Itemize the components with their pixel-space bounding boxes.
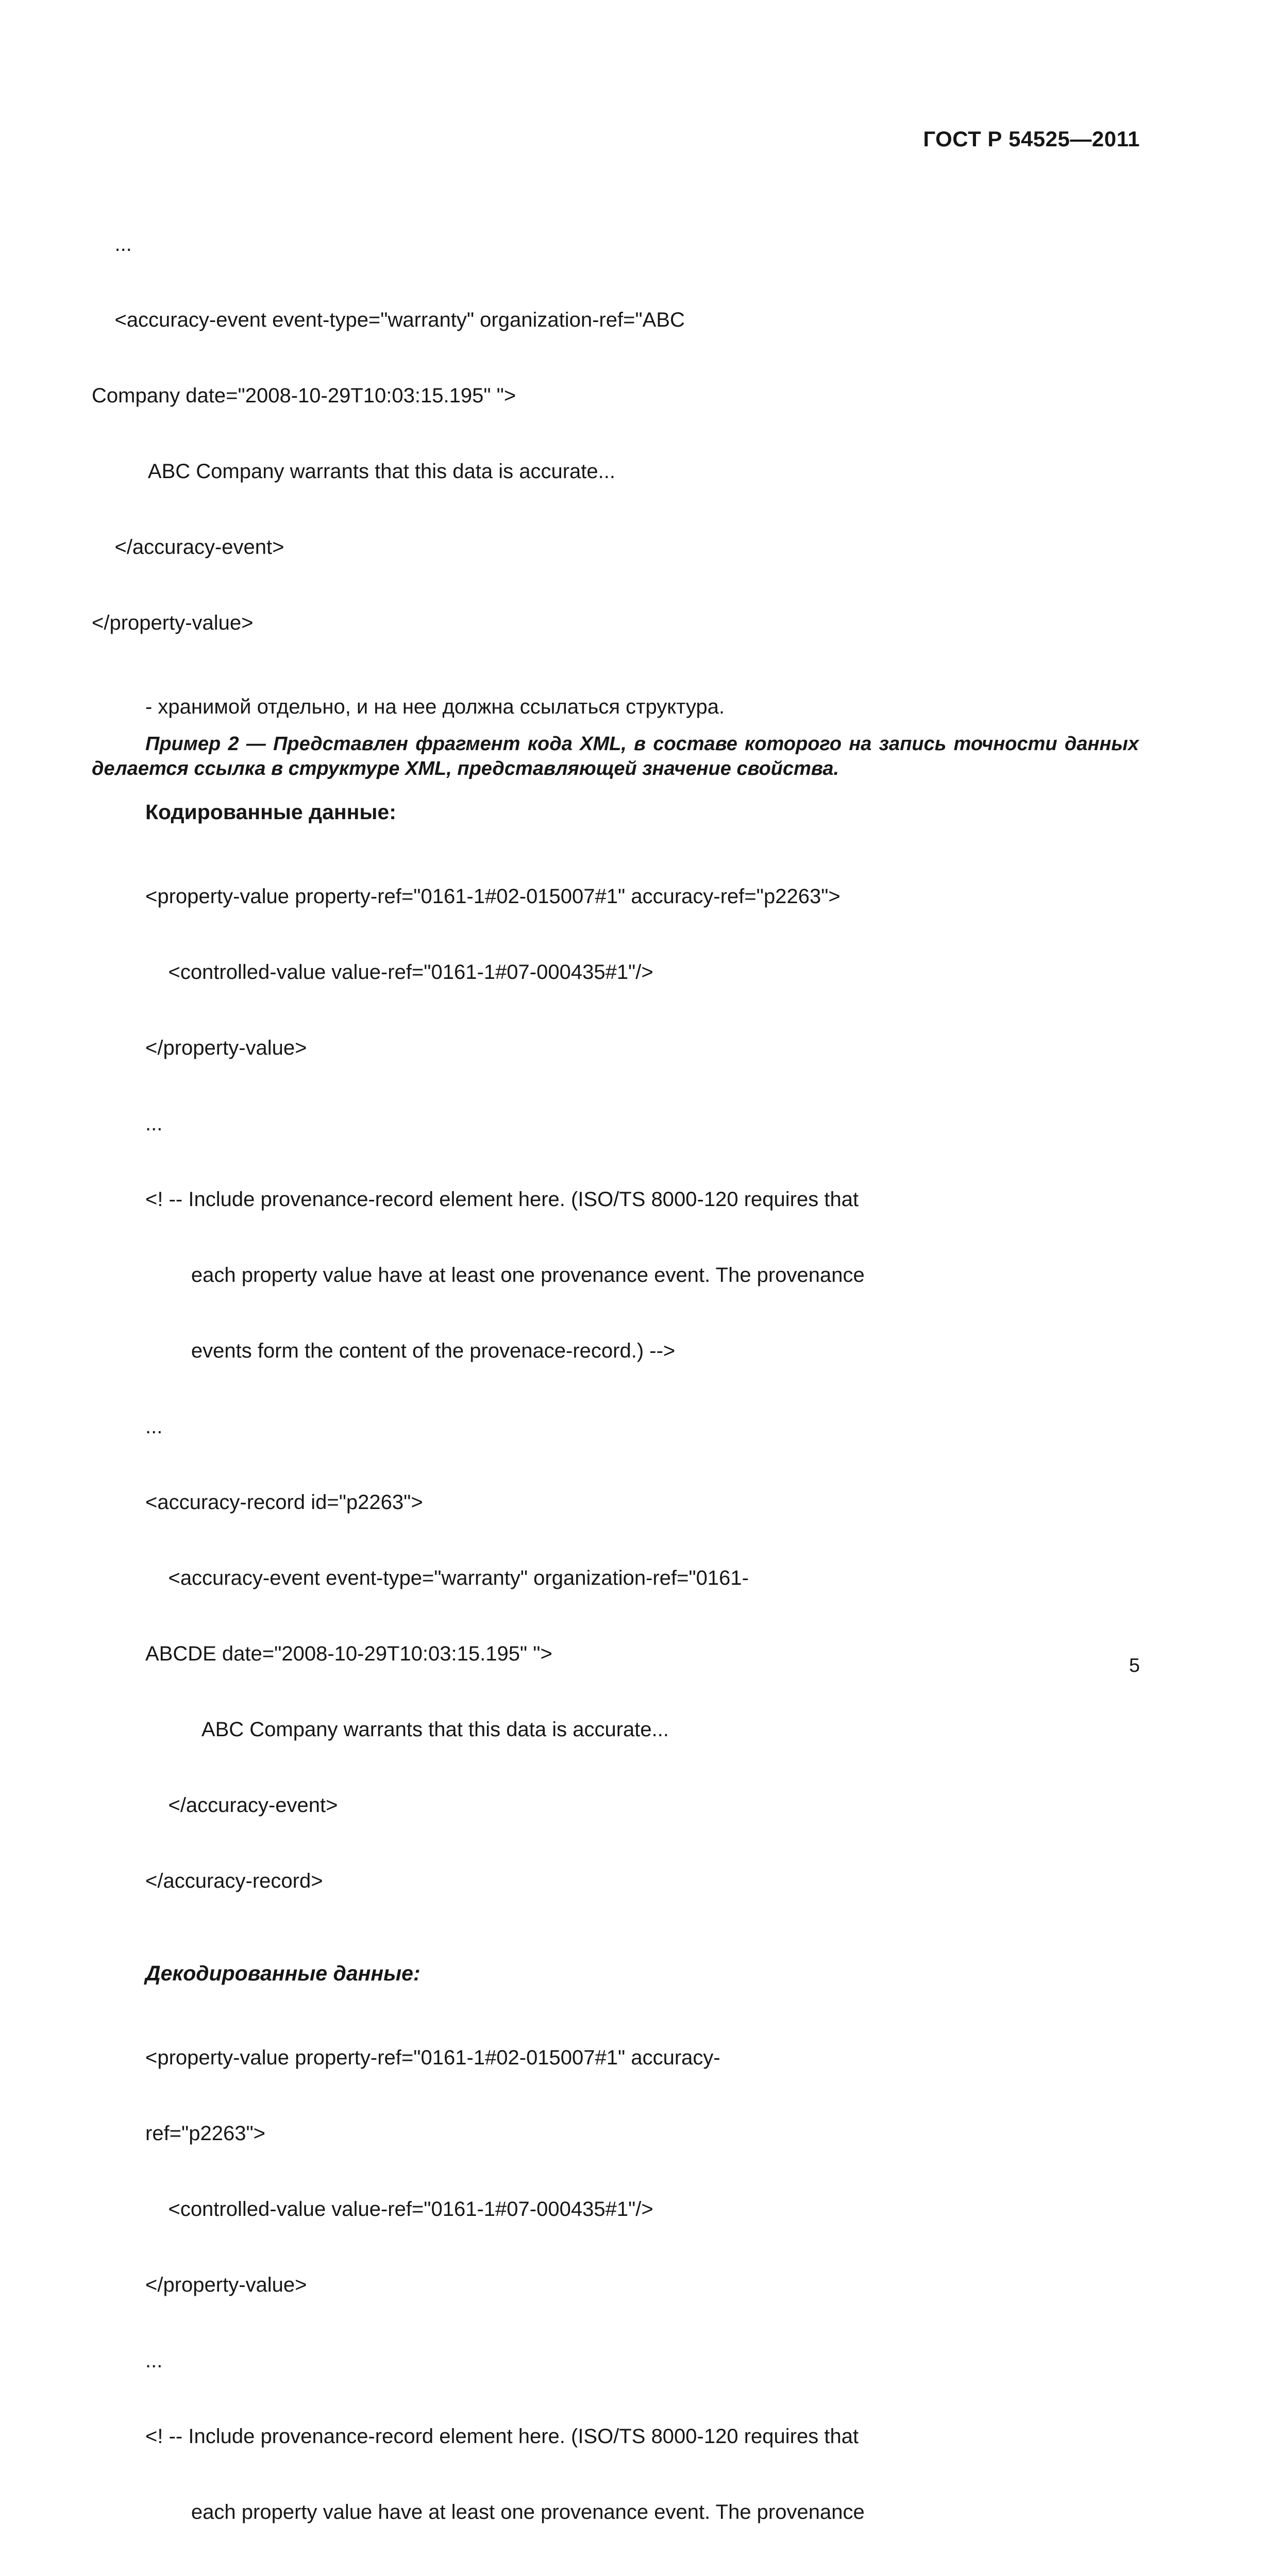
code-line: </accuracy-record> (145, 1870, 323, 1892)
encoded-data-heading: Кодированные данные: (145, 800, 396, 824)
code-line: ... (92, 233, 132, 256)
decoded-data-heading: Декодированные данные: (145, 1961, 421, 1985)
code-line: ABC Company warrants that this data is accurate... (145, 1718, 669, 1741)
code-line: </property-value> (145, 1037, 307, 1059)
code-line: <controlled-value value-ref="0161-1#07-000435#1"/> (145, 961, 653, 984)
code-line: <! -- Include provenance-record element here. (ISO/TS 8000-120 requires that (145, 1188, 859, 1211)
code-line: Company date="2008-10-29T10:03:15.195" "> (92, 384, 516, 407)
code-line: <accuracy-event event-type="warranty" organization-ref="ABC (92, 309, 685, 331)
code-line: </property-value> (145, 2274, 307, 2296)
example-2-heading: Пример 2 — Представлен фрагмент кода XML, в составе которого на запись точности данных делается ссылка в структуре XML, представляющей значение свойства. (92, 733, 1139, 779)
code-block-encoded (145, 834, 1139, 1944)
code-line: ref="p2263"> (145, 2122, 266, 2145)
code-line: <accuracy-event event-type="warranty" organization-ref="0161- (145, 1567, 749, 1589)
code-line: <property-value property-ref="0161-1#02-015007#1" accuracy- (145, 2046, 720, 2069)
code-line: ... (145, 1112, 163, 1135)
code-line: <controlled-value value-ref="0161-1#07-000435#1"/> (145, 2198, 653, 2221)
code-line: ... (145, 1415, 163, 1438)
code-line: <accuracy-record id="p2263"> (145, 1491, 423, 1514)
code-block-decoded (145, 1995, 1139, 2576)
code-line: <! -- Include provenance-record element here. (ISO/TS 8000-120 requires that (145, 2425, 859, 2448)
code-line: </property-value> (92, 612, 254, 634)
code-line: </accuracy-event> (145, 1794, 338, 1817)
code-line: ... (145, 2349, 163, 2372)
code-line: events form the content of the provenace-record.) --> (145, 1340, 676, 1362)
document-code: ГОСТ Р 54525—2011 (923, 127, 1140, 151)
page-number: 5 (1129, 1655, 1140, 1676)
code-block-top (92, 181, 1139, 686)
page-content (92, 181, 1139, 2576)
code-line: each property value have at least one provenance event. The provenance (145, 1264, 865, 1286)
code-line: each property value have at least one provenance event. The provenance (145, 2501, 865, 2523)
code-line: <property-value property-ref="0161-1#02-015007#1" accuracy-ref="p2263"> (145, 885, 840, 908)
code-line (145, 2575, 1139, 2576)
code-line: ABCDE date="2008-10-29T10:03:15.195" "> (145, 1642, 552, 1665)
code-line: </accuracy-event> (92, 536, 284, 558)
paragraph-stored-separately: - хранимой отдельно, и на нее должна ссылаться структура. (145, 696, 725, 718)
code-line: ABC Company warrants that this data is accurate... (92, 460, 615, 483)
